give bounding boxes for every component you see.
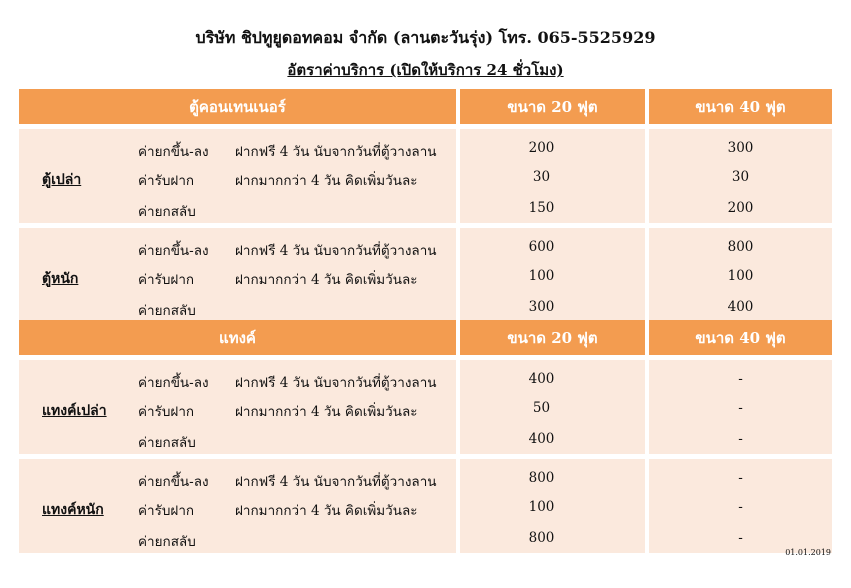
price-20ft: 400 [528, 371, 555, 387]
price-40ft: 800 [727, 239, 754, 255]
column-header-20ft: ขนาด 20 ฟุต [460, 320, 645, 355]
row-item-label: ค่ายกสลับ [138, 534, 196, 550]
group-name: ตู้เปล่า [42, 172, 82, 188]
row-note: ฝากมากกว่า 4 วัน คิดเพิ่มวันละ [235, 404, 418, 420]
price-20ft: 100 [528, 268, 555, 284]
page-title: บริษัท ชิปทูยูดอทคอม จำกัด (ลานตะวันรุ่ง) โทร. 065-5525929 [195, 28, 656, 47]
price-20ft: 50 [532, 400, 551, 416]
column-header-40ft: ขนาด 40 ฟุต [649, 89, 832, 124]
price-40ft: 30 [731, 169, 750, 185]
price-20ft: 100 [528, 499, 555, 515]
price-40ft: 400 [727, 299, 754, 315]
row-note: ฝากฟรี 4 วัน นับจากวันที่ตู้วางลาน [235, 474, 437, 490]
price-40ft: - [738, 470, 743, 486]
date-stamp: 01.01.2019 [785, 548, 831, 557]
page-subtitle: อัตราค่าบริการ (เปิดให้บริการ 24 ชั่วโมง) [287, 61, 564, 79]
price-20ft: 300 [528, 299, 555, 315]
row-item-label: ค่ายกขึ้น-ลง [138, 474, 209, 490]
group-name: แทงค์หนัก [42, 502, 104, 518]
row-item-label: ค่ายกสลับ [138, 204, 196, 220]
price-40ft: - [738, 499, 743, 515]
price-20ft: 600 [528, 239, 555, 255]
price-40ft: - [738, 530, 743, 546]
group-name: แทงค์เปล่า [42, 403, 107, 419]
section-header: แทงค์ [19, 320, 456, 355]
row-item-label: ค่ารับฝาก [138, 272, 195, 288]
column-header-40ft: ขนาด 40 ฟุต [649, 320, 832, 355]
section-header: ตู้คอนเทนเนอร์ [19, 89, 456, 124]
row-item-label: ค่ารับฝาก [138, 503, 195, 519]
row-note: ฝากมากกว่า 4 วัน คิดเพิ่มวันละ [235, 173, 418, 189]
price-20ft: 150 [528, 200, 555, 216]
row-item-label: ค่ายกสลับ [138, 435, 196, 451]
price-20ft: 400 [528, 431, 555, 447]
row-item-label: ค่ายกขึ้น-ลง [138, 243, 209, 259]
row-item-label: ค่ารับฝาก [138, 173, 195, 189]
price-40ft: - [738, 371, 743, 387]
row-item-label: ค่ารับฝาก [138, 404, 195, 420]
price-40ft: 300 [727, 140, 754, 156]
price-40ft: 100 [727, 268, 754, 284]
price-40ft: - [738, 431, 743, 447]
row-item-label: ค่ายกขึ้น-ลง [138, 375, 209, 391]
price-20ft: 200 [528, 140, 555, 156]
row-note: ฝากฟรี 4 วัน นับจากวันที่ตู้วางลาน [235, 243, 437, 259]
price-20ft: 800 [528, 530, 555, 546]
price-20ft: 30 [532, 169, 551, 185]
group-name: ตู้หนัก [42, 271, 79, 287]
row-item-label: ค่ายกสลับ [138, 303, 196, 319]
row-note: ฝากฟรี 4 วัน นับจากวันที่ตู้วางลาน [235, 144, 437, 160]
row-note: ฝากฟรี 4 วัน นับจากวันที่ตู้วางลาน [235, 375, 437, 391]
row-note: ฝากมากกว่า 4 วัน คิดเพิ่มวันละ [235, 503, 418, 519]
row-item-label: ค่ายกขึ้น-ลง [138, 144, 209, 160]
price-40ft: - [738, 400, 743, 416]
price-40ft: 200 [727, 200, 754, 216]
column-header-20ft: ขนาด 20 ฟุต [460, 89, 645, 124]
row-note: ฝากมากกว่า 4 วัน คิดเพิ่มวันละ [235, 272, 418, 288]
price-20ft: 800 [528, 470, 555, 486]
